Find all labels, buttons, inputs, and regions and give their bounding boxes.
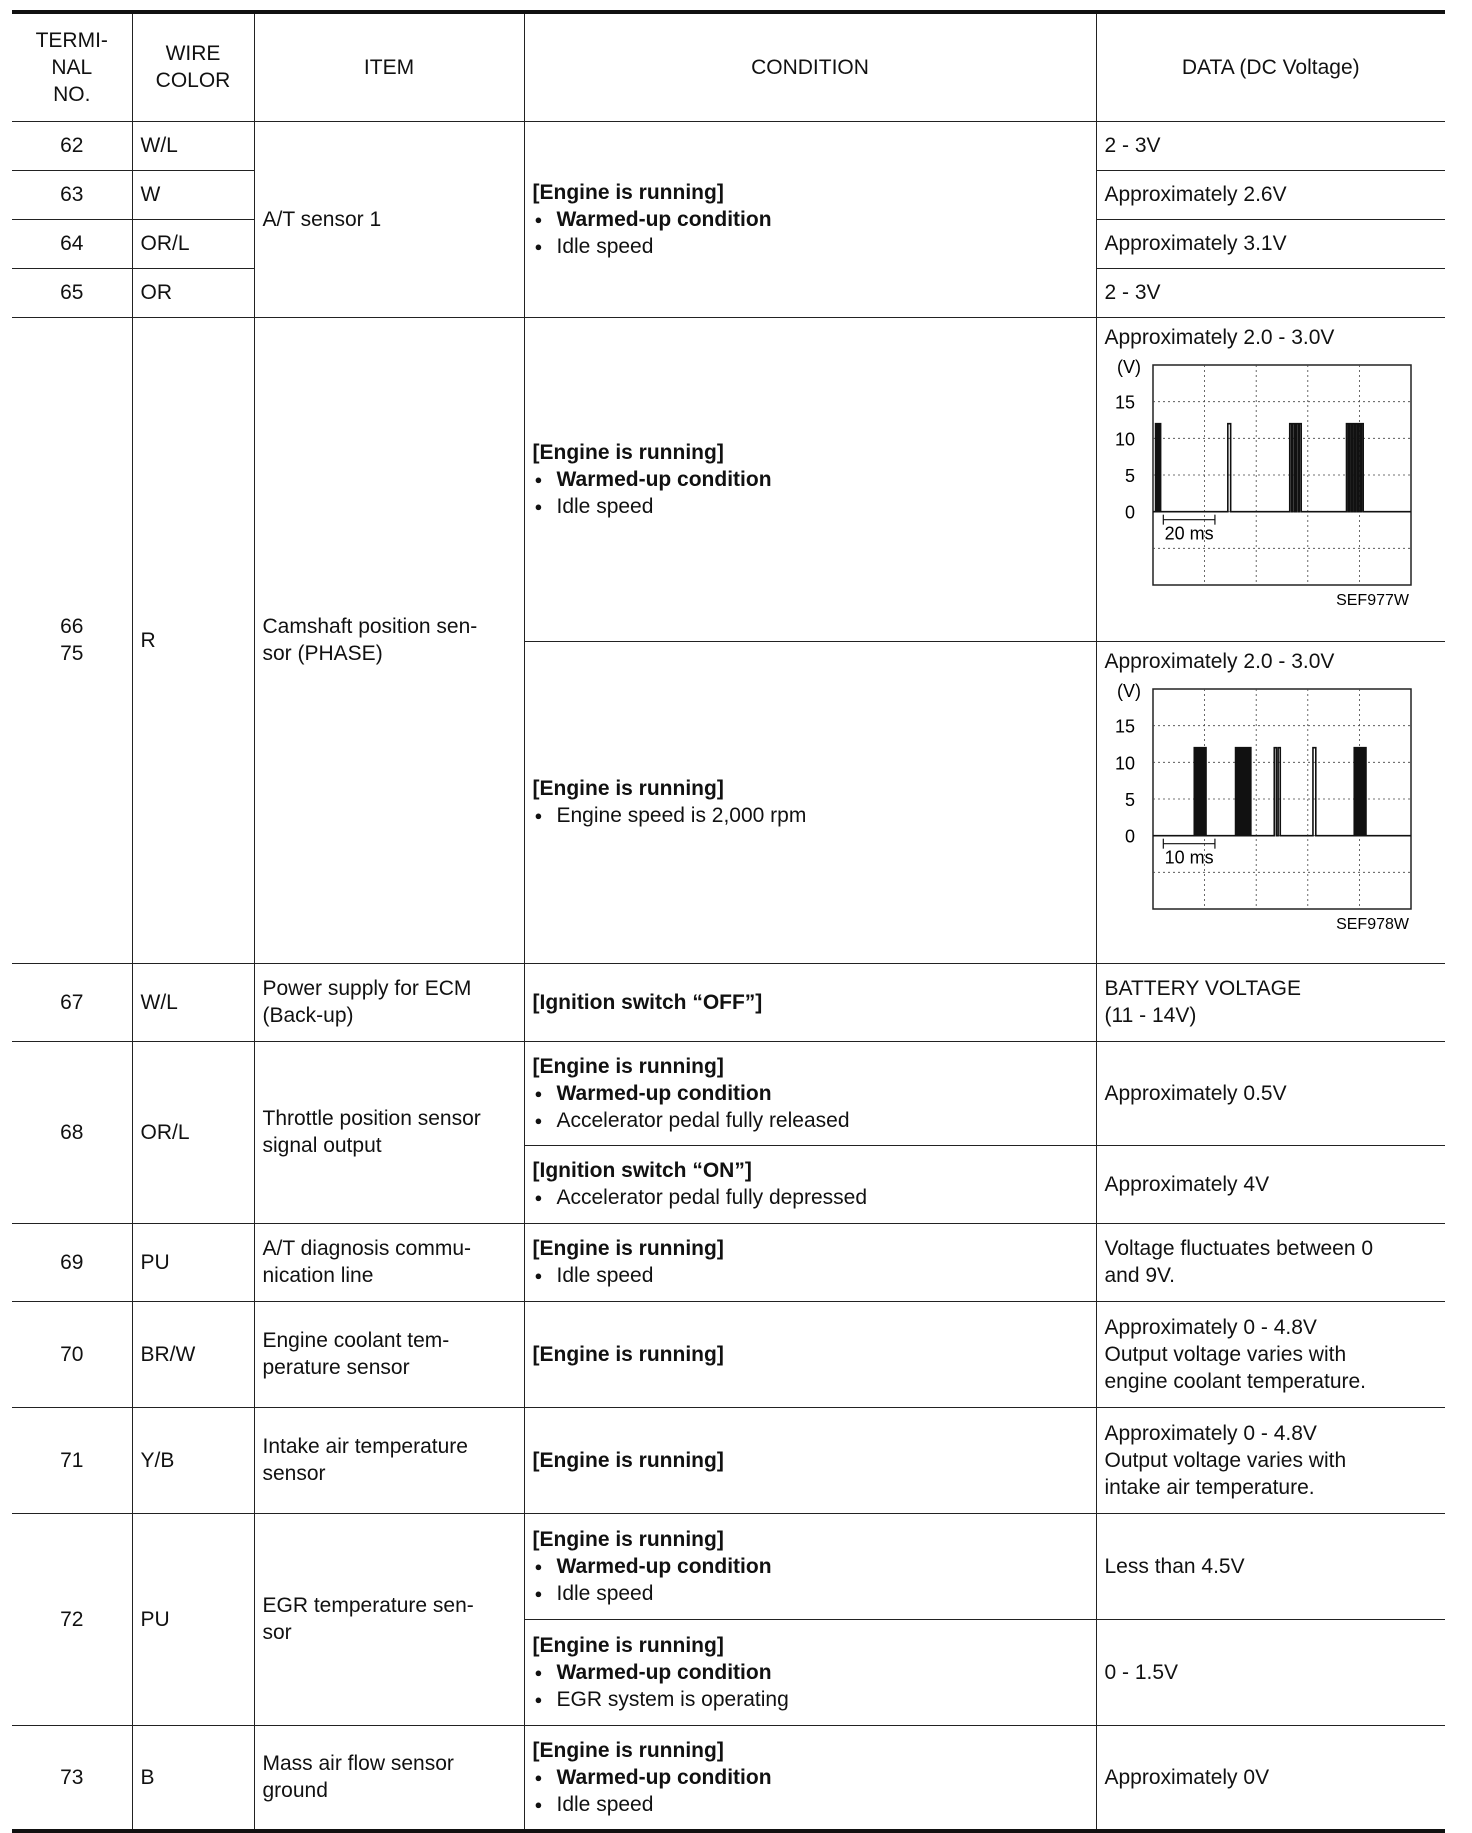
item-cell: Power supply for ECM (Back-up) xyxy=(254,963,524,1041)
condition-bullet: ● Warmed-up condition xyxy=(533,1659,1088,1686)
wire-cell: B xyxy=(132,1725,254,1831)
item-cell: Throttle position sensor signal output xyxy=(254,1041,524,1223)
terminal-cell: 72 xyxy=(12,1513,132,1725)
data-cell: Less than 4.5V xyxy=(1096,1513,1445,1619)
wire-cell: OR xyxy=(132,268,254,317)
wire-cell: OR/L xyxy=(132,219,254,268)
wire-cell: PU xyxy=(132,1513,254,1725)
y-tick-label: 15 xyxy=(1114,392,1135,413)
item-cell: EGR temperature sen- sor xyxy=(254,1513,524,1725)
condition-cell xyxy=(524,1041,1096,1145)
condition-bullet: ● Idle speed xyxy=(533,1791,1088,1818)
terminal-cell: 66 75 xyxy=(12,317,132,963)
condition-bullet: ● Warmed-up condition xyxy=(533,206,1088,233)
table-row xyxy=(12,1725,1445,1831)
time-marker-label: 20 ms xyxy=(1164,523,1214,544)
y-tick-label: 10 xyxy=(1114,428,1135,449)
chart-frame xyxy=(1153,365,1411,585)
wire-cell: Y/B xyxy=(132,1407,254,1513)
condition-heading: [Engine is running] xyxy=(532,440,724,464)
terminal-cell: 62 xyxy=(12,121,132,170)
condition-heading: [Engine is running] xyxy=(532,1237,724,1260)
item-cell: Intake air temperature sensor xyxy=(254,1407,524,1513)
y-tick-label: 0 xyxy=(1124,502,1135,523)
condition-cell xyxy=(524,1725,1096,1831)
data-cell xyxy=(1096,641,1445,963)
terminal-cell: 70 xyxy=(12,1301,132,1407)
table-row xyxy=(12,317,1445,641)
header-data: DATA (DC Voltage) xyxy=(1096,12,1445,121)
terminal-cell: 64 xyxy=(12,219,132,268)
data-cell: Approximately 4V xyxy=(1096,1145,1445,1223)
condition-bullet: ● Idle speed xyxy=(533,493,1088,520)
condition-bullet: ● Accelerator pedal fully depressed xyxy=(533,1184,1088,1211)
chart-title: Approximately 2.0 - 3.0V xyxy=(1104,649,1335,673)
item-cell: Engine coolant tem- perature sensor xyxy=(254,1301,524,1407)
table-row xyxy=(12,1513,1445,1619)
item-cell: Camshaft position sen- sor (PHASE) xyxy=(254,317,524,963)
condition-heading: [Engine is running] xyxy=(532,1633,724,1657)
condition-bullet: ● Idle speed xyxy=(533,1580,1088,1607)
condition-bullet: ● Idle speed xyxy=(533,233,1088,260)
condition-heading: [Engine is running] xyxy=(532,180,724,204)
condition-heading: [Engine is running] xyxy=(532,1738,724,1762)
data-cell: Approximately 0 - 4.8V Output voltage varies with engine coolant temperature. xyxy=(1096,1301,1445,1407)
oscilloscope-chart xyxy=(1105,677,1445,945)
condition-heading: [Engine is running] xyxy=(532,1527,724,1551)
data-cell xyxy=(1096,317,1445,641)
data-cell: 2 - 3V xyxy=(1096,268,1445,317)
terminal-cell: 73 xyxy=(12,1725,132,1831)
condition-bullet: ● Warmed-up condition xyxy=(533,1553,1088,1580)
condition-heading: [Engine is running] xyxy=(532,1054,724,1078)
y-tick-label: 15 xyxy=(1114,716,1135,737)
data-cell: Approximately 0.5V xyxy=(1096,1041,1445,1145)
condition-heading: [Engine is running] xyxy=(532,1448,724,1472)
condition-bullet: ● Warmed-up condition xyxy=(533,1080,1088,1107)
y-tick-label: 5 xyxy=(1124,789,1135,810)
item-cell: A/T diagnosis commu- nication line xyxy=(254,1223,524,1301)
figure-id-label: SEF977W xyxy=(1335,591,1409,609)
condition-cell xyxy=(524,1301,1096,1407)
wire-cell: R xyxy=(132,317,254,963)
chart-title: Approximately 2.0 - 3.0V xyxy=(1104,325,1335,349)
figure-id-label: SEF978W xyxy=(1335,915,1409,933)
data-cell: BATTERY VOLTAGE (11 - 14V) xyxy=(1096,963,1445,1041)
item-cell: Mass air flow sensor ground xyxy=(254,1725,524,1831)
time-marker-label: 10 ms xyxy=(1164,847,1214,868)
y-axis-label: (V) xyxy=(1116,680,1141,701)
data-cell: Voltage fluctuates between 0 and 9V. xyxy=(1096,1223,1445,1301)
wire-cell: BR/W xyxy=(132,1301,254,1407)
table-row xyxy=(12,121,1445,170)
condition-heading: [Engine is running] xyxy=(532,1342,724,1366)
condition-bullet: ● EGR system is operating xyxy=(533,1686,1088,1713)
table-row xyxy=(12,1407,1445,1513)
wire-cell: W xyxy=(132,170,254,219)
table-row xyxy=(12,963,1445,1041)
header-condition: CONDITION xyxy=(524,12,1096,121)
header-row xyxy=(12,12,1445,121)
condition-bullet: ● Warmed-up condition xyxy=(533,1764,1088,1791)
y-tick-label: 0 xyxy=(1124,826,1135,847)
condition-bullet: ● Engine speed is 2,000 rpm xyxy=(533,802,1088,829)
condition-bullet: ● Idle speed xyxy=(533,1262,1088,1289)
wire-cell: OR/L xyxy=(132,1041,254,1223)
y-tick-label: 10 xyxy=(1114,752,1135,773)
wire-cell: W/L xyxy=(132,963,254,1041)
condition-bullet: ● Accelerator pedal fully released xyxy=(533,1107,1088,1134)
terminal-cell: 63 xyxy=(12,170,132,219)
terminal-cell: 71 xyxy=(12,1407,132,1513)
condition-cell xyxy=(524,1619,1096,1725)
table-row xyxy=(12,1041,1445,1145)
condition-heading: [Engine is running] xyxy=(532,777,724,800)
condition-cell xyxy=(524,1513,1096,1619)
data-cell: 2 - 3V xyxy=(1096,121,1445,170)
ecm-terminal-table xyxy=(12,10,1445,1833)
wire-cell: W/L xyxy=(132,121,254,170)
condition-cell xyxy=(524,1223,1096,1301)
data-cell: Approximately 3.1V xyxy=(1096,219,1445,268)
header-wire-color: WIRE COLOR xyxy=(132,12,254,121)
header-item: ITEM xyxy=(254,12,524,121)
terminal-cell: 65 xyxy=(12,268,132,317)
condition-cell xyxy=(524,641,1096,963)
data-cell: Approximately 0 - 4.8V Output voltage varies with intake air temperature. xyxy=(1096,1407,1445,1513)
condition-cell xyxy=(524,1407,1096,1513)
condition-heading: [Ignition switch “OFF”] xyxy=(532,990,763,1014)
y-axis-label: (V) xyxy=(1116,356,1141,377)
table-row xyxy=(12,1301,1445,1407)
item-cell: A/T sensor 1 xyxy=(254,121,524,317)
terminal-cell: 69 xyxy=(12,1223,132,1301)
data-cell: Approximately 0V xyxy=(1096,1725,1445,1831)
y-tick-label: 5 xyxy=(1124,465,1135,486)
table-row xyxy=(12,1223,1445,1301)
condition-cell xyxy=(524,1145,1096,1223)
chart-frame xyxy=(1153,689,1411,909)
terminal-cell: 67 xyxy=(12,963,132,1041)
data-cell: Approximately 2.6V xyxy=(1096,170,1445,219)
oscilloscope-chart xyxy=(1105,353,1445,621)
condition-cell xyxy=(524,963,1096,1041)
terminal-cell: 68 xyxy=(12,1041,132,1223)
wire-cell: PU xyxy=(132,1223,254,1301)
condition-cell xyxy=(524,317,1096,641)
condition-cell xyxy=(524,121,1096,317)
condition-heading: [Ignition switch “ON”] xyxy=(532,1159,752,1182)
condition-bullet: ● Warmed-up condition xyxy=(533,466,1088,493)
header-terminal-no: TERMI- NAL NO. xyxy=(12,12,132,121)
data-cell: 0 - 1.5V xyxy=(1096,1619,1445,1725)
